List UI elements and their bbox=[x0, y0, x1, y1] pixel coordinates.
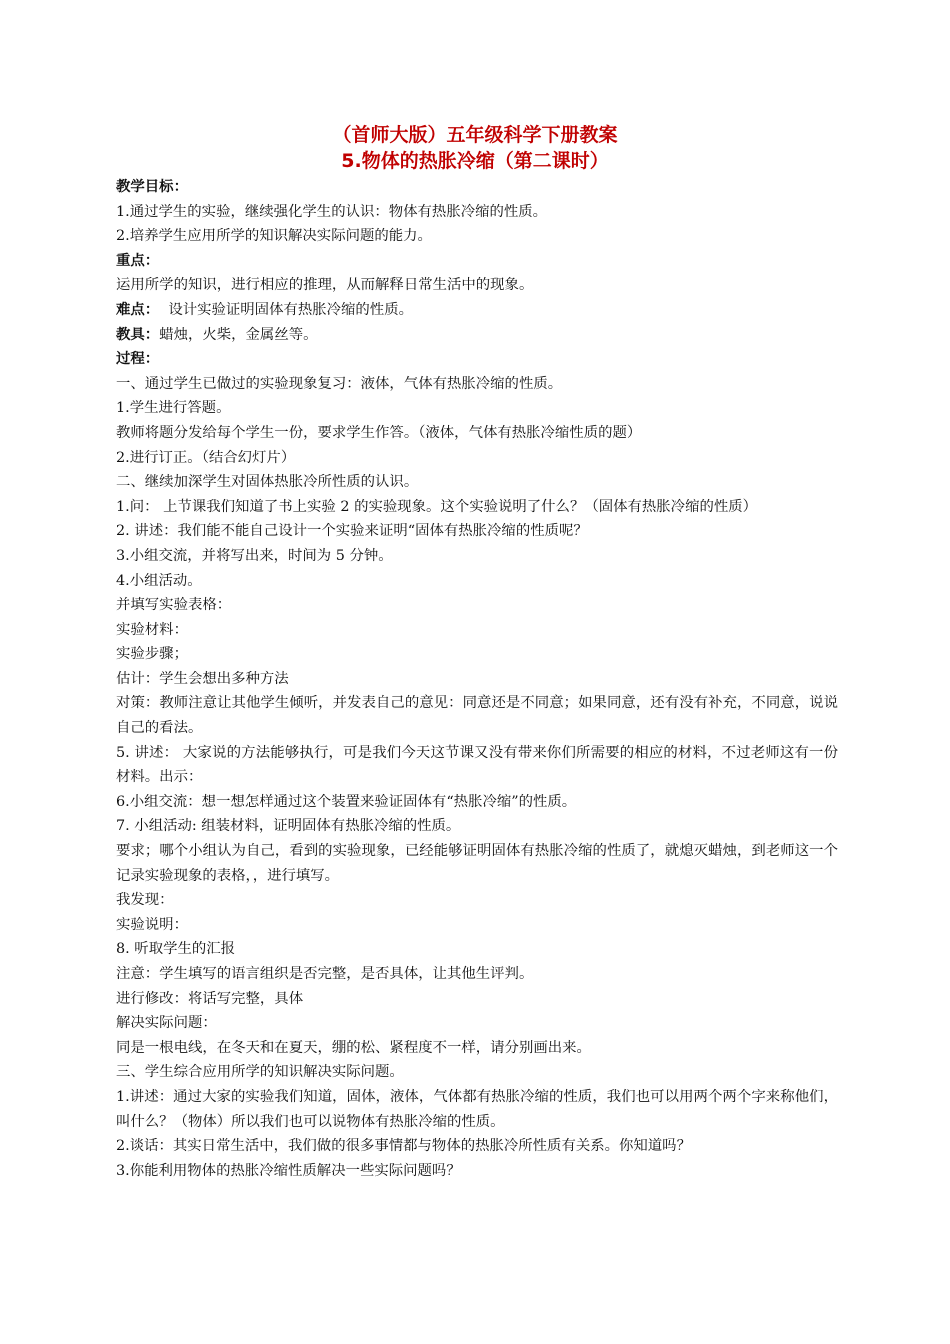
process-line: 我发现： bbox=[116, 892, 174, 909]
difficulty-text: 设计实验证明固体有热胀冷缩的性质。 bbox=[159, 301, 413, 318]
document-title-line1: （首师大版）五年级科学下册教案 bbox=[332, 124, 618, 146]
process-line: 2.谈话：其实日常生活中，我们做的很多事情都与物体的热胀冷所性质有关系。你知道吗？ bbox=[116, 1138, 691, 1155]
process-line: 对策：教师注意让其他学生倾听，并发表自己的意见：同意还是不同意；如果同意，还有没有补充，不同意，说说自己的看法。 bbox=[116, 695, 838, 737]
process-line: 3.你能利用物体的热胀冷缩性质解决一些实际问题吗？ bbox=[116, 1162, 461, 1179]
process-line: 实验材料： bbox=[116, 621, 188, 638]
objective-item: 1.通过学生的实验，继续强化学生的认识：物体有热胀冷缩的性质。 bbox=[116, 203, 548, 220]
process-line: 同是一根电线，在冬天和在夏天，绷的松、紧程度不一样，请分别画出来。 bbox=[116, 1039, 591, 1056]
process-heading: 过程： bbox=[116, 351, 160, 368]
process-line: 一、通过学生已做过的实验现象复习：液体，气体有热胀冷缩的性质。 bbox=[116, 375, 563, 392]
process-line: 要求；哪个小组认为自己，看到的实验现象，已经能够证明固体有热胀冷缩的性质了，就熄灭蜡烛，到老师这一个记录实验现象的表格，，进行填写。 bbox=[116, 843, 838, 884]
tools-row bbox=[116, 323, 838, 348]
document-body bbox=[116, 175, 838, 1183]
objective-item: 2.培养学生应用所学的知识解决实际问题的能力。 bbox=[116, 228, 432, 245]
process-line: 8. 听取学生的汇报 bbox=[116, 941, 236, 958]
process-line: 注意：学生填写的语言组织是否完整，是否具体，让其他生评判。 bbox=[116, 966, 534, 982]
process-line: 教师将题分发给每个学生一份，要求学生作答。（液体，气体有热胀冷缩性质的题） bbox=[116, 424, 642, 441]
process-line: 进行修改：将话写完整，具体 bbox=[116, 990, 304, 1007]
process-line: 二、继续加深学生对固体热胀冷所性质的认识。 bbox=[116, 474, 419, 491]
process-line: 4.小组活动。 bbox=[116, 572, 202, 589]
process-line: 实验说明： bbox=[116, 916, 188, 933]
document-title-line2: 5.物体的热胀冷缩（第二课时） bbox=[341, 150, 609, 172]
process-line: 1.讲述：通过大家的实验我们知道，固体，液体，气体都有热胀冷缩的性质，我们也可以用两个两个字来称他们，叫什么？（物体）所以我们也可以说物体有热胀冷缩的性质。 bbox=[116, 1088, 838, 1130]
process-line: 实验步骤； bbox=[116, 646, 188, 663]
process-line: 3.小组交流，并将写出来，时间为 5 分钟。 bbox=[116, 547, 393, 564]
process-line: 2. 讲述：我们能不能自己设计一个实验来证明“固体有热胀冷缩的性质呢？ bbox=[116, 523, 588, 540]
difficulty-heading: 难点： bbox=[116, 301, 160, 318]
process-line: 7. 小组活动: 组装材料，证明固体有热胀冷缩的性质。 bbox=[116, 818, 461, 835]
tools-heading: 教具： bbox=[116, 326, 160, 343]
process-line: 6.小组交流：想一想怎样通过这个装置来验证固体有“热胀冷缩”的性质。 bbox=[116, 793, 577, 810]
objectives-heading: 教学目标： bbox=[116, 179, 188, 195]
process-line: 1.问： 上节课我们知道了书上实验 2 的实验现象。这个实验说明了什么？（固体有热胀冷缩的性质） bbox=[116, 498, 758, 515]
key-point-heading: 重点： bbox=[116, 252, 160, 269]
tools-text: 蜡烛，火柴，金属丝等。 bbox=[159, 326, 318, 343]
process-line: 5. 讲述： 大家说的方法能够执行，可是我们今天这节课又没有带来你们所需要的相应的材料，不过老师这有一份材料。出示： bbox=[116, 744, 838, 786]
key-point-text: 运用所学的知识，进行相应的推理，从而解释日常生活中的现象。 bbox=[116, 277, 534, 294]
process-line: 估计：学生会想出多种方法 bbox=[116, 670, 289, 687]
process-line: 2.进行订正。（结合幻灯片） bbox=[116, 449, 296, 466]
process-line: 并填写实验表格： bbox=[116, 597, 232, 614]
process-line: 解决实际问题： bbox=[116, 1015, 217, 1032]
process-line: 1.学生进行答题。 bbox=[116, 400, 231, 417]
process-line: 三、学生综合应用所学的知识解决实际问题。 bbox=[116, 1064, 404, 1081]
difficulty-row bbox=[116, 298, 838, 323]
